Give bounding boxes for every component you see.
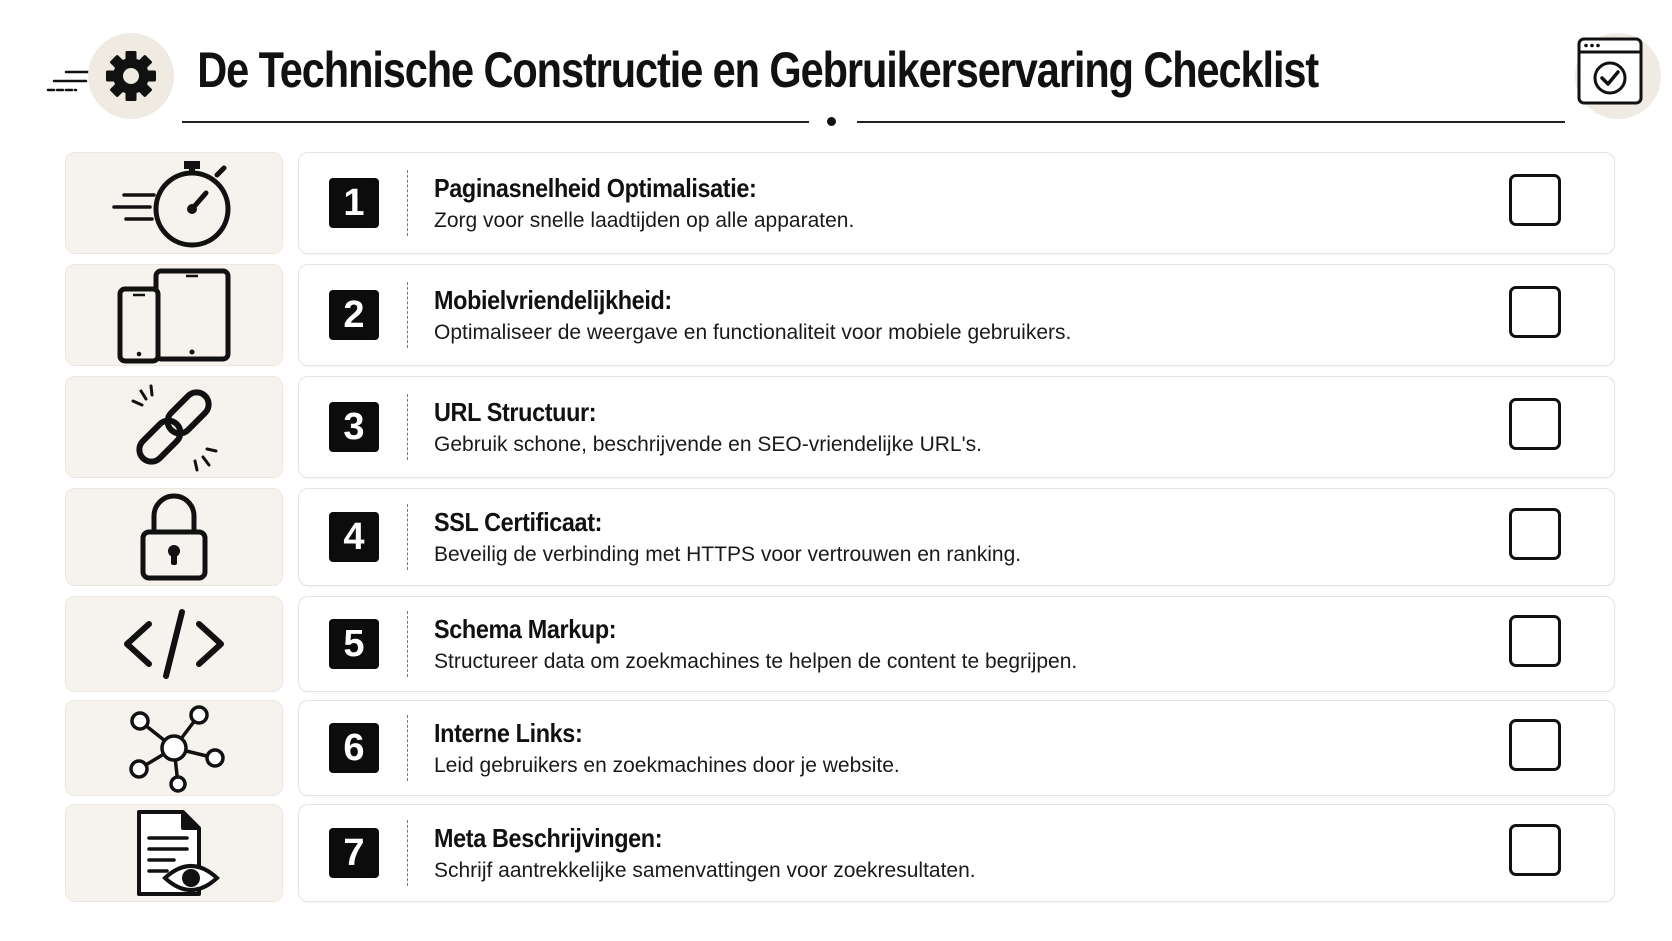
checklist-card [298,700,1615,796]
icon-tile [65,700,283,796]
document-eye-icon [119,806,229,900]
checklist-row [0,264,1672,366]
icon-tile [65,264,283,366]
icon-tile [65,488,283,586]
icon-tile [65,804,283,902]
stopwatch-icon [104,153,244,253]
item-description: Optimaliseer de weergave en functionaliteit voor mobiele gebruikers. [434,321,1072,344]
checklist-card [298,804,1615,902]
dashed-separator [407,715,408,781]
checklist-row [0,488,1672,586]
icon-tile [65,376,283,478]
code-icon [119,604,229,684]
dashed-separator [407,820,408,886]
checklist-card [298,152,1615,254]
item-title: Mobielvriendelijkheid: [434,285,672,315]
page-title: De Technische Constructie en Gebruikerservaring Checklist [197,42,1319,98]
number-badge: 7 [329,828,379,878]
checklist-card [298,376,1615,478]
checklist-card [298,488,1615,586]
icon-tile [65,152,283,254]
mobile-tablet-icon [114,265,234,365]
dashed-separator [407,504,408,570]
padlock-icon [134,490,214,584]
number-badge: 5 [329,619,379,669]
checklist-row [0,376,1672,478]
number-badge: 3 [329,402,379,452]
item-checkbox[interactable] [1509,615,1561,667]
item-title: Interne Links: [434,718,583,748]
dashed-separator [407,282,408,348]
item-title: Meta Beschrijvingen: [434,823,663,853]
link-icon [119,377,229,477]
item-title: URL Structuur: [434,397,597,427]
item-checkbox[interactable] [1509,286,1561,338]
item-checkbox[interactable] [1509,824,1561,876]
item-description: Beveilig de verbinding met HTTPS voor vertrouwen en ranking. [434,543,1022,566]
number-badge: 4 [329,512,379,562]
number-badge: 1 [329,178,379,228]
dashed-separator [407,611,408,677]
icon-tile [65,596,283,692]
network-icon [119,702,229,794]
item-checkbox[interactable] [1509,174,1561,226]
item-title: Paginasnelheid Optimalisatie: [434,173,757,203]
number-badge: 6 [329,723,379,773]
checklist-row [0,596,1672,692]
item-description: Schrijf aantrekkelijke samenvattingen voor zoekresultaten. [434,859,976,882]
checklist-card [298,596,1615,692]
checklist-row [0,804,1672,902]
item-title: SSL Certificaat: [434,507,603,537]
item-description: Leid gebruikers en zoekmachines door je website. [434,754,900,777]
item-description: Zorg voor snelle laadtijden op alle apparaten. [434,209,855,232]
dashed-separator [407,394,408,460]
item-title: Schema Markup: [434,614,617,644]
item-checkbox[interactable] [1509,398,1561,450]
number-badge: 2 [329,290,379,340]
checklist-row [0,700,1672,796]
checklist-row [0,152,1672,254]
dashed-separator [407,170,408,236]
item-description: Gebruik schone, beschrijvende en SEO-vriendelijke URL's. [434,433,982,456]
checklist-card [298,264,1615,366]
item-description: Structureer data om zoekmachines te helpen de content te begrijpen. [434,650,1078,673]
item-checkbox[interactable] [1509,508,1561,560]
item-checkbox[interactable] [1509,719,1561,771]
